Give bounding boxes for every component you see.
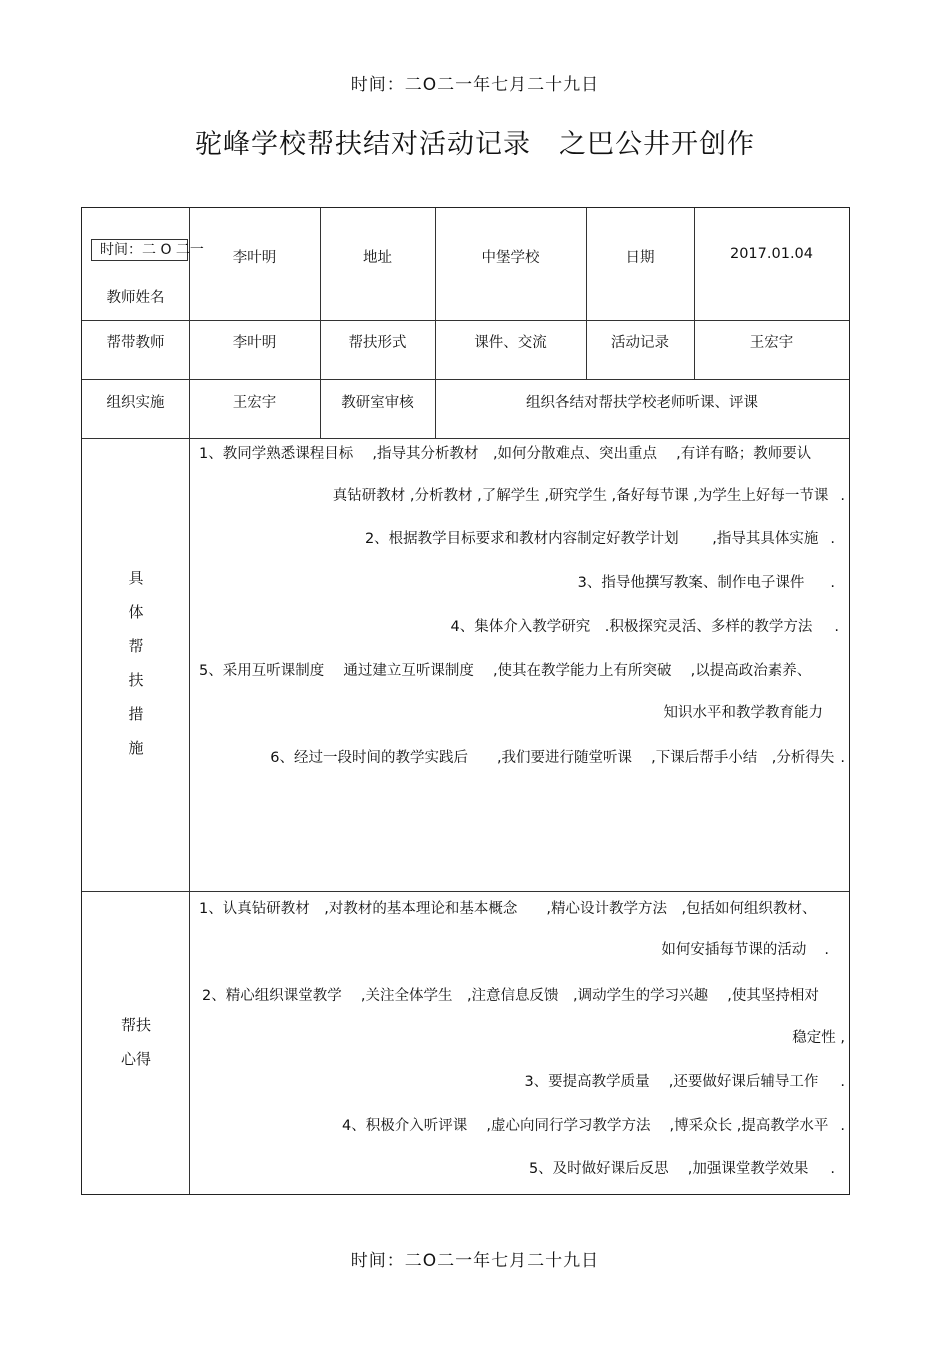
support-form-label: 帮扶形式 [348,335,407,351]
measures-label-char: 体 [128,603,144,621]
measure-line: 2、根据教学目标要求和教材内容制定好教学计划 ,指导其具体实施 . [364,531,835,547]
teacher-name-value: 李叶明 [232,250,277,266]
review-value: 组织各结对帮扶学校老师听课、评课 [526,395,758,411]
organizer-value: 王宏宇 [232,395,277,411]
address-label: 地址 [363,250,392,266]
mentor-value: 李叶明 [232,335,277,351]
measure-line: 知识水平和教学教育能力 [663,705,823,721]
experience-label-line: 帮扶 [120,1016,151,1034]
measure-line: 1、教同学熟悉课程目标 ,指导其分析教材 ,如何分散难点、突出重点 ,有详有略；教师要认 [199,446,812,462]
experience-label [82,1008,190,1076]
mentor-label: 帮带教师 [106,335,165,351]
title-suffix: 之巴公井开创作 [559,129,755,160]
activity-record-table [81,207,850,1195]
measure-line: 真钻研教材 ,分析教材 ,了解学生 ,研究学生 ,备好每节课 ,为学生上好每一节课 . [332,488,845,504]
measures-label-char: 施 [128,739,144,757]
experience-label-line: 心得 [120,1050,151,1068]
measures-label-char: 具 [128,569,144,587]
organizer-label: 组织实施 [106,395,165,411]
column-divider [694,208,695,380]
experience-line: 2、精心组织课堂教学 ,关注全体学生 ,注意信息反馈 ,调动学生的学习兴趣 ,使其坚持相对 [202,988,819,1004]
experience-line: 4、积极介入听评课 ,虚心向同行学习教学方法 ,博采众长 ,提高教学水平 . [342,1118,845,1134]
column-divider [586,208,587,380]
measures-label-char: 扶 [128,671,144,689]
header-date: 时间：二O二一年七月二十九日 [350,75,600,95]
support-form-value: 课件、交流 [474,335,547,351]
teacher-name-label: 教师姓名 [106,290,165,306]
experience-line: 稳定性 , [792,1030,845,1046]
experience-line: 3、要提高教学质量 ,还要做好课后辅导工作 . [524,1074,845,1090]
experience-line: 5、及时做好课后反思 ,加强课堂教学效果 . [528,1161,835,1177]
measure-line: 6、经过一段时间的教学实践后 ,我们要进行随堂听课 ,下课后帮手小结 ,分析得失 . [270,750,845,766]
row-divider [82,379,849,380]
measures-label-char: 帮 [128,637,144,655]
measures-label [82,561,190,765]
row-divider [82,891,849,892]
date-label: 日期 [625,250,655,266]
recorder-value: 王宏宇 [749,335,794,351]
address-value: 中堡学校 [481,250,540,266]
review-label: 教研室审核 [341,395,414,411]
measure-line: 5、采用互听课制度 通过建立互听课制度 ,使其在教学能力上有所突破 ,以提高政治素养、 [199,663,812,679]
time-stamp-box: 时间：二 O 二一 [91,239,188,261]
experience-line: 如何安插每节课的活动 . [661,942,829,958]
date-value: 2017.01.04 [729,246,814,262]
experience-line: 1、认真钻研教材 ,对教材的基本理论和基本概念 ,精心设计教学方法 ,包括如何组织教材、 [199,901,817,917]
measures-label-char: 措 [128,705,144,723]
document-title [0,122,950,161]
title-main: 驼峰学校帮扶结对活动记录 [195,129,531,160]
measure-line: 4、集体介入教学研究 .积极探究灵活、多样的教学方法 . [450,619,839,635]
row-divider [82,438,849,439]
activity-record-label: 活动记录 [611,335,669,351]
row-divider [82,320,849,321]
footer-date: 时间：二O二一年七月二十九日 [350,1251,600,1271]
measure-line: 3、指导他撰写教案、制作电子课件 . [577,575,835,591]
